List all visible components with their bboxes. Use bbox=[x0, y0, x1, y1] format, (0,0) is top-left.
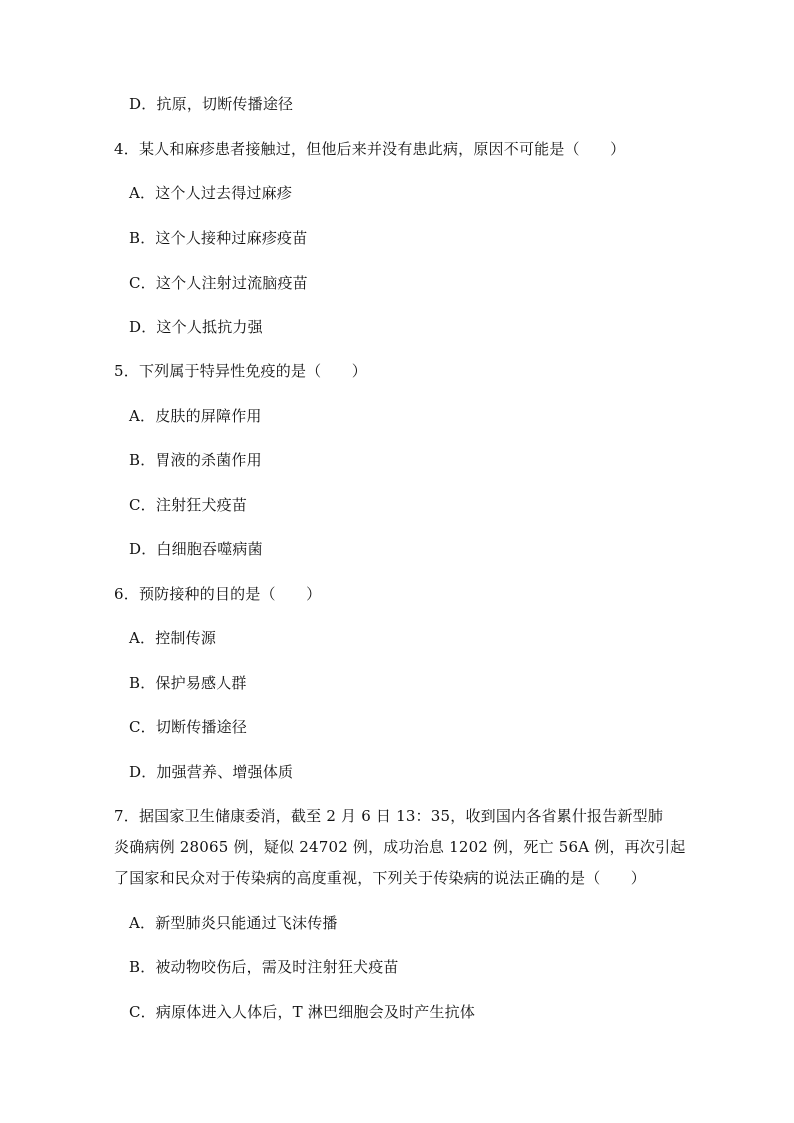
q6-option-c: C．切断传播途径 bbox=[129, 718, 248, 736]
q6-stem: 6．预防接种的目的是（ ） bbox=[114, 585, 322, 603]
q5-option-c: C．注射狂犬疫苗 bbox=[129, 496, 248, 514]
q4-option-d: D．这个人抵抗力强 bbox=[129, 318, 263, 336]
q7-stem-line-2: 炎确病例 28065 例，疑似 24702 例，成功治息 1202 例，死亡 56A 例，再次引起 bbox=[114, 838, 686, 856]
q6-option-d: D．加强营养、增强体质 bbox=[129, 763, 294, 781]
q7-option-a: A．新型肺炎只能通过飞沫传播 bbox=[129, 914, 338, 932]
q5-stem: 5．下列属于特异性免疫的是（ ） bbox=[114, 362, 367, 380]
q5-option-a: A．皮肤的屏障作用 bbox=[129, 407, 262, 425]
q7-stem-line-3: 了国家和民众对于传染病的高度重视，下列关于传染病的说法正确的是（ ） bbox=[114, 869, 647, 887]
q7-option-b: B．被动物咬伤后，需及时注射狂犬疫苗 bbox=[129, 958, 399, 976]
q5-option-b: B．胃液的杀菌作用 bbox=[129, 451, 262, 469]
q4-option-a: A．这个人过去得过麻疹 bbox=[129, 184, 293, 202]
q7-option-c: C．病原体进入人体后，T 淋巴细胞会及时产生抗体 bbox=[129, 1003, 476, 1021]
q5-option-d: D．白细胞吞噬病菌 bbox=[129, 540, 263, 558]
q6-option-a: A．控制传源 bbox=[129, 629, 217, 647]
q6-option-b: B．保护易感人群 bbox=[129, 674, 247, 692]
q4-option-c: C．这个人注射过流脑疫苗 bbox=[129, 274, 308, 292]
q4-stem: 4．某人和麻疹患者接触过，但他后来并没有患此病，原因不可能是（ ） bbox=[114, 140, 626, 158]
q4-option-b: B．这个人接种过麻疹疫苗 bbox=[129, 229, 308, 247]
q7-stem-line-1: 7．据国家卫生储康委消，截至 2 月 6 日 13：35，收到国内各省累什报告新型肺 bbox=[114, 807, 664, 825]
q3-option-d: D．抗原，切断传播途径 bbox=[129, 95, 294, 113]
